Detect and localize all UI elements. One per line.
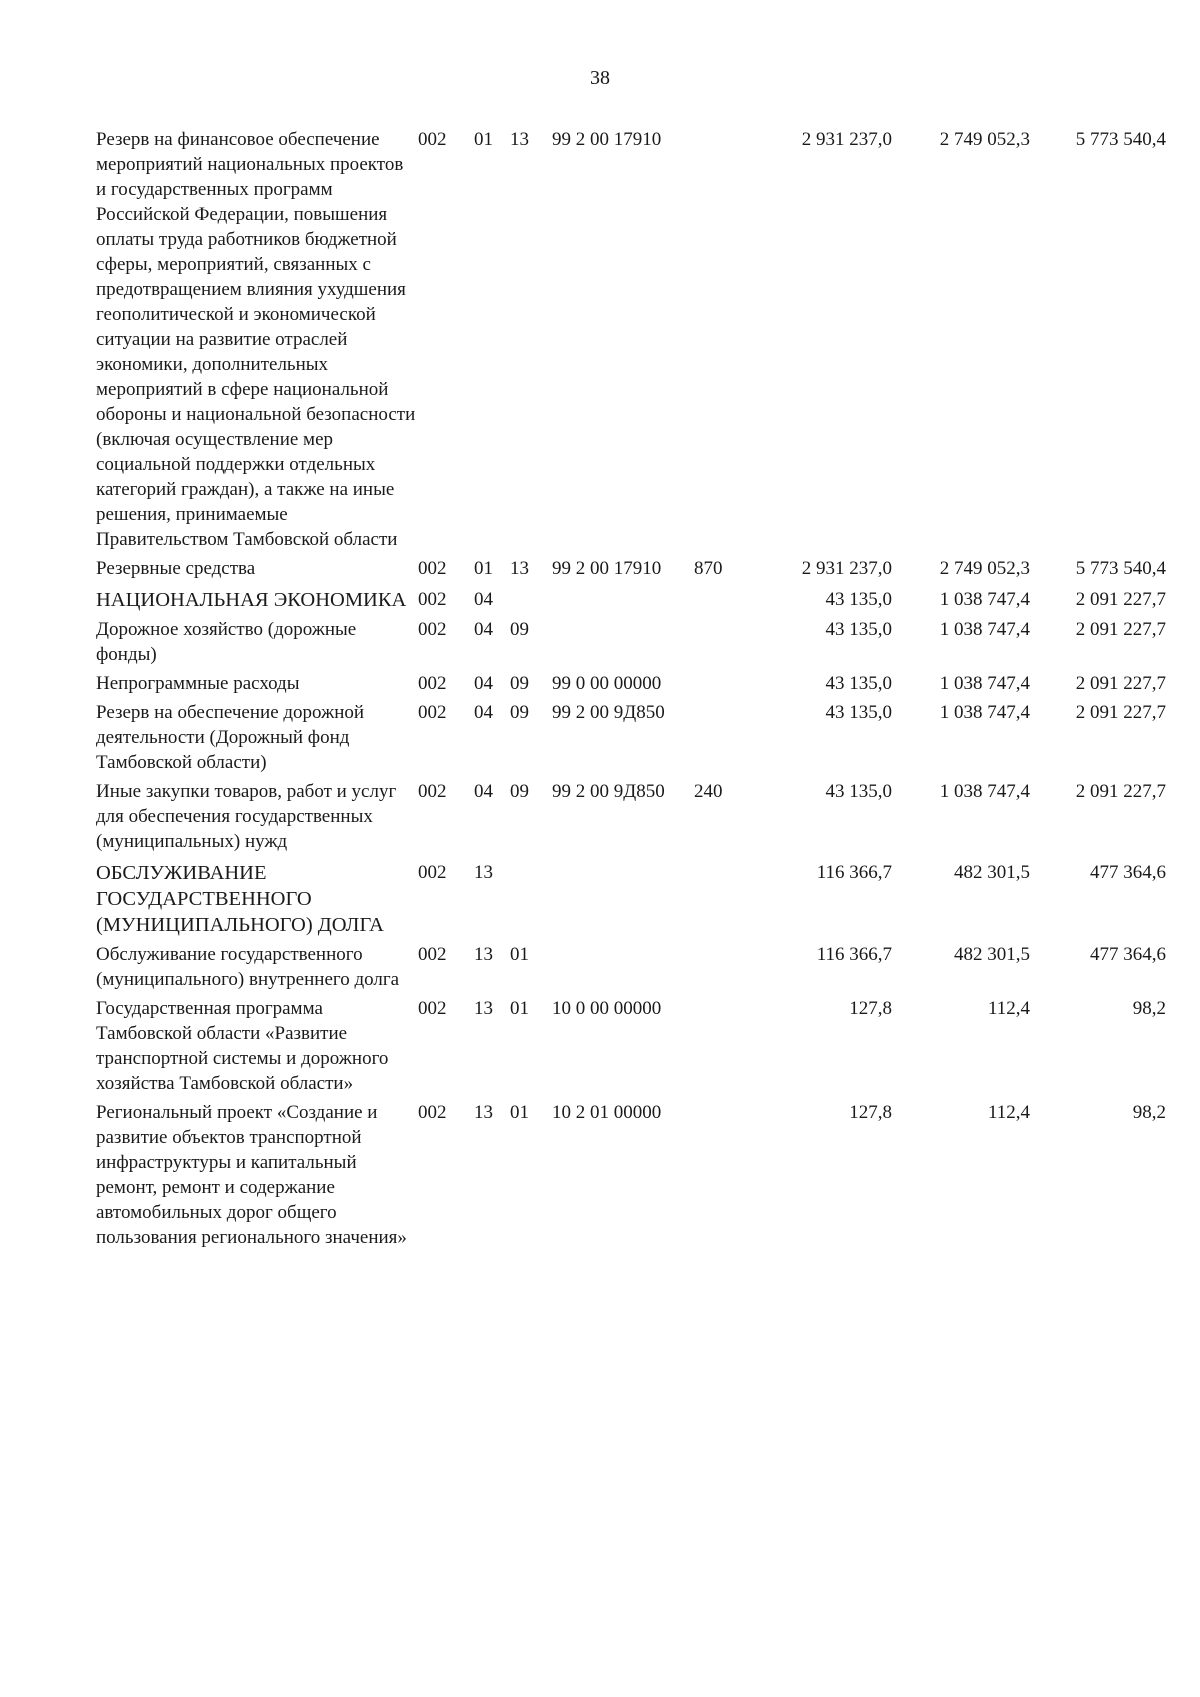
admin-code-cell: 002 <box>418 1102 447 1123</box>
admin-code-cell: 002 <box>418 862 447 883</box>
section-code-cell: 13 <box>474 998 493 1019</box>
amount-year3-cell: 2 091 227,7 <box>1075 702 1166 723</box>
amount-year1-cell: 127,8 <box>849 998 892 1019</box>
expense-name-cell: Резервные средства <box>96 558 256 579</box>
expense-name-cell: Резерв на обеспечение дорожной деятельности (Дорожный фонд Тамбовской области) <box>96 702 365 773</box>
table-row <box>96 942 1166 996</box>
expense-type-cell <box>694 617 754 671</box>
expense-type-cell: 240 <box>694 781 723 802</box>
section-code-cell: 04 <box>474 619 493 640</box>
amount-year2-cell: 112,4 <box>987 1102 1030 1123</box>
amount-year1-cell: 43 135,0 <box>825 589 892 610</box>
expense-name-cell: Резерв на финансовое обеспечение мероприятий национальных проектов и государственных программ Российской Федерации, повышения оплаты труда работников бюджетной сферы, мероприятий, связанных с предотвращением влияния ухудшения геополитической и экономической ситуации на развитие отраслей экономики, дополнительных мероприятий в сфере национальной обороны и национальной безопасности (включая осуществление мер социальной поддержки отдельных категорий граждан), а также на иные решения, принимаемые Правительством Тамбовской области <box>96 129 416 550</box>
table-row <box>96 585 1166 617</box>
amount-year1-cell: 116 366,7 <box>816 862 892 883</box>
subsection-code-cell: 09 <box>510 702 529 723</box>
amount-year1-cell: 116 366,7 <box>816 944 892 965</box>
admin-code-cell: 002 <box>418 781 447 802</box>
expense-name-cell: Региональный проект «Создание и развитие объектов транспортной инфраструктуры и капитальный ремонт, ремонт и содержание автомобильных дорог общего пользования регионального значения» <box>96 1102 407 1248</box>
subsection-code-cell: 01 <box>510 998 529 1019</box>
amount-year2-cell: 1 038 747,4 <box>939 702 1030 723</box>
expense-type-cell <box>694 996 754 1100</box>
expense-name-cell: Государственная программа Тамбовской области «Развитие транспортной системы и дорожного хозяйства Тамбовской области» <box>96 998 389 1094</box>
amount-year2-cell: 1 038 747,4 <box>939 781 1030 802</box>
subsection-code-cell: 09 <box>510 619 529 640</box>
expense-type-cell <box>694 700 754 779</box>
subsection-code-cell: 13 <box>510 129 529 150</box>
subsection-code-cell: 09 <box>510 781 529 802</box>
table-row <box>96 1100 1166 1254</box>
section-code-cell: 04 <box>474 673 493 694</box>
expense-type-cell <box>694 858 754 942</box>
amount-year1-cell: 2 931 237,0 <box>801 558 892 579</box>
expense-name-cell: ОБСЛУЖИВАНИЕ ГОСУДАРСТВЕННОГО (МУНИЦИПАЛЬНОГО) ДОЛГА <box>96 862 384 936</box>
target-article-cell: 10 0 00 00000 <box>552 998 662 1019</box>
section-code-cell: 01 <box>474 129 493 150</box>
expense-type-cell <box>694 585 754 617</box>
target-article-cell: 99 2 00 9Д850 <box>552 781 665 802</box>
expense-name-cell: Непрограммные расходы <box>96 673 300 694</box>
table-row <box>96 556 1166 585</box>
amount-year2-cell: 1 038 747,4 <box>939 589 1030 610</box>
target-article-cell <box>552 942 694 996</box>
amount-year1-cell: 127,8 <box>849 1102 892 1123</box>
amount-year3-cell: 98,2 <box>1132 1102 1166 1123</box>
table-row <box>96 996 1166 1100</box>
target-article-cell <box>552 617 694 671</box>
section-code-cell: 01 <box>474 558 493 579</box>
subsection-code-cell: 13 <box>510 558 529 579</box>
expense-type-cell <box>694 942 754 996</box>
amount-year2-cell: 2 749 052,3 <box>939 558 1030 579</box>
amount-year3-cell: 477 364,6 <box>1090 862 1166 883</box>
amount-year3-cell: 98,2 <box>1132 998 1166 1019</box>
subsection-code-cell: 09 <box>510 673 529 694</box>
amount-year3-cell: 5 773 540,4 <box>1075 129 1166 150</box>
table-row <box>96 617 1166 671</box>
expense-type-cell <box>694 671 754 700</box>
subsection-code-cell <box>510 585 552 617</box>
expense-name-cell: Обслуживание государственного (муниципального) внутреннего долга <box>96 944 400 990</box>
amount-year3-cell: 477 364,6 <box>1090 944 1166 965</box>
expense-type-cell <box>694 1100 754 1254</box>
amount-year2-cell: 2 749 052,3 <box>939 129 1030 150</box>
admin-code-cell: 002 <box>418 589 447 610</box>
target-article-cell: 10 2 01 00000 <box>552 1102 662 1123</box>
target-article-cell <box>552 858 694 942</box>
admin-code-cell: 002 <box>418 558 447 579</box>
expense-name-cell: Иные закупки товаров, работ и услуг для обеспечения государственных (муниципальных) нужд <box>96 781 397 852</box>
target-article-cell: 99 2 00 17910 <box>552 129 662 150</box>
amount-year1-cell: 43 135,0 <box>825 781 892 802</box>
section-code-cell: 13 <box>474 862 493 883</box>
section-code-cell: 13 <box>474 1102 493 1123</box>
amount-year3-cell: 2 091 227,7 <box>1075 619 1166 640</box>
admin-code-cell: 002 <box>418 702 447 723</box>
target-article-cell <box>552 585 694 617</box>
admin-code-cell: 002 <box>418 673 447 694</box>
section-code-cell: 13 <box>474 944 493 965</box>
budget-table <box>96 127 1166 1254</box>
target-article-cell: 99 0 00 00000 <box>552 673 662 694</box>
table-row <box>96 858 1166 942</box>
expense-name-cell: НАЦИОНАЛЬНАЯ ЭКОНОМИКА <box>96 589 407 611</box>
target-article-cell: 99 2 00 9Д850 <box>552 702 665 723</box>
amount-year3-cell: 2 091 227,7 <box>1075 673 1166 694</box>
expense-type-cell <box>694 127 754 556</box>
amount-year3-cell: 2 091 227,7 <box>1075 589 1166 610</box>
target-article-cell: 99 2 00 17910 <box>552 558 662 579</box>
amount-year2-cell: 482 301,5 <box>954 944 1030 965</box>
table-row <box>96 127 1166 556</box>
amount-year1-cell: 43 135,0 <box>825 673 892 694</box>
amount-year2-cell: 112,4 <box>987 998 1030 1019</box>
amount-year1-cell: 2 931 237,0 <box>801 129 892 150</box>
table-row <box>96 779 1166 858</box>
admin-code-cell: 002 <box>418 129 447 150</box>
page-number: 38 <box>590 67 610 89</box>
table-row <box>96 671 1166 700</box>
amount-year2-cell: 1 038 747,4 <box>939 619 1030 640</box>
amount-year1-cell: 43 135,0 <box>825 702 892 723</box>
expense-type-cell: 870 <box>694 558 723 579</box>
amount-year3-cell: 2 091 227,7 <box>1075 781 1166 802</box>
subsection-code-cell <box>510 858 552 942</box>
amount-year3-cell: 5 773 540,4 <box>1075 558 1166 579</box>
section-code-cell: 04 <box>474 589 493 610</box>
expense-name-cell: Дорожное хозяйство (дорожные фонды) <box>96 619 357 665</box>
budget-table-body <box>96 127 1166 1254</box>
table-row <box>96 700 1166 779</box>
subsection-code-cell: 01 <box>510 1102 529 1123</box>
admin-code-cell: 002 <box>418 998 447 1019</box>
section-code-cell: 04 <box>474 702 493 723</box>
amount-year1-cell: 43 135,0 <box>825 619 892 640</box>
amount-year2-cell: 482 301,5 <box>954 862 1030 883</box>
admin-code-cell: 002 <box>418 944 447 965</box>
admin-code-cell: 002 <box>418 619 447 640</box>
subsection-code-cell: 01 <box>510 944 529 965</box>
section-code-cell: 04 <box>474 781 493 802</box>
amount-year2-cell: 1 038 747,4 <box>939 673 1030 694</box>
